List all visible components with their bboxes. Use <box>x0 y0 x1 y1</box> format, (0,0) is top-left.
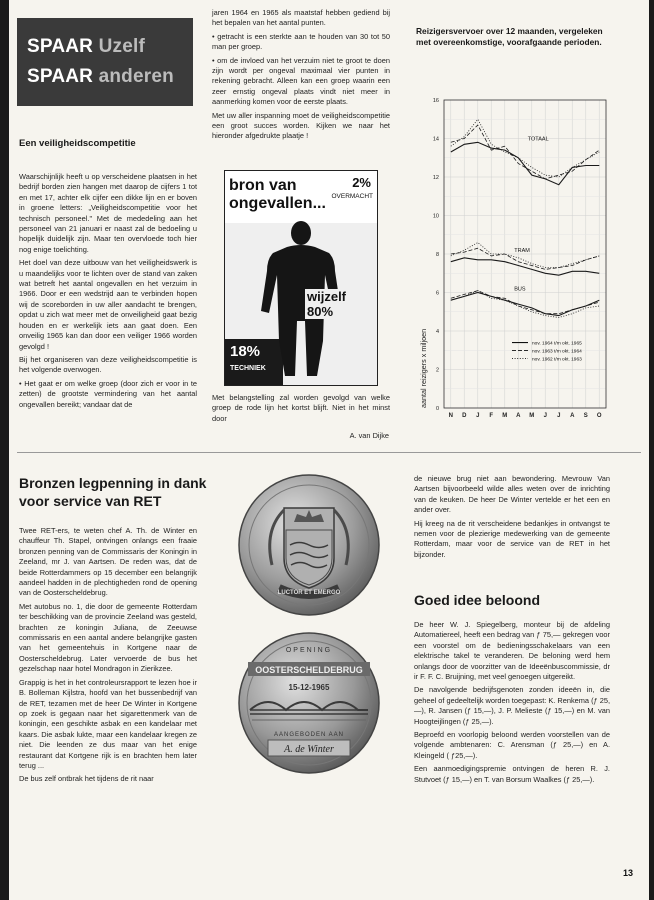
section-title-legpenning <box>19 474 206 510</box>
poster-headline-2: ongevallen... <box>229 195 326 212</box>
legend-entry: nov. 1963 t/m okt. 1964 <box>532 349 582 355</box>
medal-date: 15-12-1965 <box>288 683 330 692</box>
x-tick-label: J <box>476 413 480 419</box>
paragraph: Twee RET-ers, te weten chef A. Th. de Winter en chauffeur Th. Stapel, ontvingen onlangs een fraaie bronzen penning van de Commissaris der Koningin in Zeeland, mr J. van Aartsen. De reden was, dat de beide Rotterdammers op 15 december een belangrijk aandeel hadden in de plechtigheden rond de opening van de Oosterscheldebrug. <box>19 526 197 598</box>
x-tick-label: J <box>557 413 561 419</box>
y-tick-label: 8 <box>435 252 439 258</box>
paragraph: Met uw aller inspanning moet de veiligheidscompetitie een groot succes worden. Kijken we naar het hieronder afgedrukte plaatje ! <box>212 110 390 141</box>
paragraph: Waarschijnlijk heeft u op verscheidene plaatsen in het bedrijf borden zien hangen met daarop de cijfers 1 tot en met 17, achter elk cijfer een dikke lijn en er boven in groene letters: „Veiligheidscompetitie voor het technisch personeel." Met de mededeling aan het personeel van 21 januari er naast zal de bedoeling u hopelijk duidelijk zijn. Maar ten overvloede toch hier nog enige toelichting. <box>19 172 197 254</box>
y-tick-label: 4 <box>435 329 439 335</box>
series-group-label: TOTAAL <box>527 136 549 143</box>
x-tick-label: A <box>516 413 521 419</box>
x-tick-label: D <box>462 413 467 419</box>
paragraph: Een aanmoedigingspremie ontvingen de heren R. J. Stutvoet (ƒ 15,—) en T. van Borsum Waalkes (ƒ 25,—). <box>414 764 610 784</box>
paragraph: Grappig is het in het controleursrapport te lezen hoe ir B. Bolleman Kijlstra, hoofd van het bussenbedrijf van de RET, tezamen met de heer De Winter in Kortgene op zoek is gegaan naar het sigarettenmerk van de koningin, een geschikte asbak en een kandelaar met kaars. Die asbak lukte, maar een kandelaar kregen ze niet. Die leenden ze dus maar van het enige restaurant dat Kortgene rijk is en brachten hem later terug ... <box>19 677 197 770</box>
section-divider <box>17 452 641 453</box>
x-tick-label: S <box>583 413 588 419</box>
paragraph: de nieuwe brug niet aan bewondering. Mevrouw Van Aartsen bijvoorbeeld wilde alles weten over de inrichting van de keuken. De heer De Winter vertelde er het een en ander over. <box>414 474 610 515</box>
poster-label-overmacht: OVERMACHT <box>331 193 373 200</box>
veiligheid-text-col2 <box>212 8 390 145</box>
goed-idee-text <box>414 620 610 788</box>
paragraph: jaren 1964 en 1965 als maatstaf hebben gediend bij het bepalen van het aantal punten. <box>212 8 390 28</box>
x-tick-label: O <box>596 413 602 419</box>
x-tick-label: N <box>448 413 453 419</box>
veiligheid-text-col1 <box>19 172 197 413</box>
y-axis-label: aantal reizigers x miljoen <box>419 328 428 408</box>
series-line <box>451 293 600 316</box>
y-tick-label: 16 <box>432 98 439 104</box>
paragraph: Beproefd en voorlopig beloond werden voorstellen van de volgende ambtenaren: C. Arensman (ƒ 25,—) en A. Kleingeld ( ƒ25,—). <box>414 730 610 760</box>
medal-motto: LUCTOR ET EMERGO <box>277 590 341 596</box>
paragraph: De navolgende bedrijfsgenoten zonden ideeën in, die geheel of gedeeltelijk worden toegepast: K. Renkema (ƒ 25,—), R. Jansen (ƒ 15,—), J. P. Melieste (ƒ 15,—) en M. van Hoogteijlingen (ƒ 25,—). <box>414 685 610 726</box>
banner-line-2: SPAAR anderen <box>27 66 174 87</box>
series-line <box>451 291 600 318</box>
section-title-goed-idee: Goed idee beloond <box>414 592 541 608</box>
series-group-label: BUS <box>514 286 526 293</box>
y-tick-label: 6 <box>435 290 439 297</box>
x-tick-label: F <box>489 413 494 419</box>
legend-entry: nov. 1964 t/m okt. 1965 <box>532 341 582 347</box>
poster-headline-1: bron van <box>229 177 297 194</box>
safety-poster <box>224 170 378 386</box>
medal-band: OOSTERSCHELDEBRUG <box>255 665 363 675</box>
x-tick-label: A <box>570 413 575 419</box>
y-tick-label: 14 <box>432 136 439 143</box>
y-tick-label: 0 <box>435 406 439 412</box>
y-tick-label: 10 <box>432 213 439 220</box>
paragraph: De heer W. J. Spiegelberg, monteur bij de afdeling Automatiereel, heeft een bedrag van ƒ 75,— gekregen voor een voorstel om de bedieningsschakelaars van een elektrische takel te veranderen. De beloning werd hem onlangs door de voorzitter van de Ideeënbuscommissie, dr ir F. F. C. Bruijning, met veel genoegen uitgereikt. <box>414 620 610 682</box>
paragraph: • getracht is een sterkte aan te houden van 30 tot 50 man per groep. <box>212 31 390 52</box>
title-line: Bronzen legpenning in dank <box>19 475 207 491</box>
ridership-chart <box>404 20 616 430</box>
poster-pct-overmacht: 2% <box>352 175 371 190</box>
chart-svg <box>404 20 616 430</box>
medal-opening: OPENING <box>285 647 333 654</box>
caption-signature: A. van Dijke <box>349 431 389 440</box>
medal-oosterscheldebrug <box>224 628 394 778</box>
series-line <box>451 125 600 179</box>
section-title-veiligheid: Een veiligheidscompetitie <box>19 138 136 149</box>
poster-label-techniek: TECHNIEK <box>230 365 266 372</box>
paragraph: Het doel van deze uitbouw van het veiligheidswerk is u maandelijks voor te lichten over de stand van zaken wat betreft het aantal ongevallen en het verzuim in 1966. Door er een wedstrijd aan te verbinden hopen wij de scoreborden in uw aller aandacht te brengen, opdat u zich wat meer met de onveiligheid gaat bezig houden en er werkelijk iets aan gaat doen. Een onveilig 1965 kan dan door een veiliger 1966 worden gevolgd ! <box>19 258 197 351</box>
legpenning-text-col3 <box>414 474 610 563</box>
y-tick-label: 2 <box>435 367 439 374</box>
medal-name: A. de Winter <box>284 744 334 755</box>
paragraph: Hij kreeg na de rit verscheidene bedankjes in ontvangst te nemen voor de plezierige medewerking van de gemeente Rotterdam, maar voor de service van de RET in het bijzonder. <box>414 518 610 559</box>
poster-pct-techniek: 18% <box>230 343 261 360</box>
medal-zeeland-coat-of-arms <box>224 470 394 620</box>
legpenning-text-col1 <box>19 526 197 788</box>
poster-caption: Met belangstelling zal worden gevolgd van welke groep de rode lijn het kortst blijft. Niet in het minst door <box>212 393 390 423</box>
series-line <box>451 258 600 275</box>
x-tick-label: J <box>543 413 547 419</box>
x-tick-label: M <box>529 413 535 419</box>
banner-line-1: SPAAR Uzelf <box>27 36 145 57</box>
poster-pct-wijzelf: wijzelf 80% <box>305 289 377 319</box>
spaar-banner <box>17 18 193 106</box>
paragraph: • Het gaat er om welke groep (door zich er voor in te zetten) de grootste vermindering van het aantal ongevallen bereikt; vandaar dat de <box>19 378 197 409</box>
paragraph: Bij het organiseren van deze veiligheidscompetitie is het volgende overwogen. <box>19 354 197 375</box>
series-line <box>451 119 600 177</box>
chart-title: Reizigersvervoer over 12 maanden, vergeleken met overeenkomstige, voorafgaande perioden. <box>416 26 603 47</box>
magazine-page <box>9 0 649 900</box>
paragraph: De bus zelf ontbrak het tijdens de rit naar <box>19 774 154 784</box>
paragraph: • om de invloed van het verzuim niet te groot te doen zijn wordt per ongeval maximaal vier punten in rekening gebracht. Alleen kan een groep waarin een zeer ernstig ongeval plaats vindt niet meer in aanmerking komen voor de eerste plaats. <box>212 55 390 107</box>
legend-entry: nov. 1962 t/m okt. 1963 <box>532 357 582 363</box>
title-line: voor service van RET <box>19 493 162 509</box>
y-tick-label: 12 <box>432 175 439 181</box>
medal-ring: AANGEBODEN AAN <box>273 732 345 738</box>
series-line <box>451 142 600 184</box>
series-group-label: TRAM <box>514 248 530 255</box>
x-tick-label: M <box>502 413 508 419</box>
page-number: 13 <box>622 868 633 878</box>
paragraph: Met autobus no. 1, die door de gemeente Rotterdam ter beschikking van de provincie Zeeland was gesteld, brachten ze koningin Juliana, de Zeeuwse commissaris en een aantal andere belangrijke gasten van het gemeentehuis in Kortgene naar de Oosterscheldebrug. Later vervoerde de bus het gezelschap naar hotel Mondragon in Zierikzee. <box>19 601 197 674</box>
